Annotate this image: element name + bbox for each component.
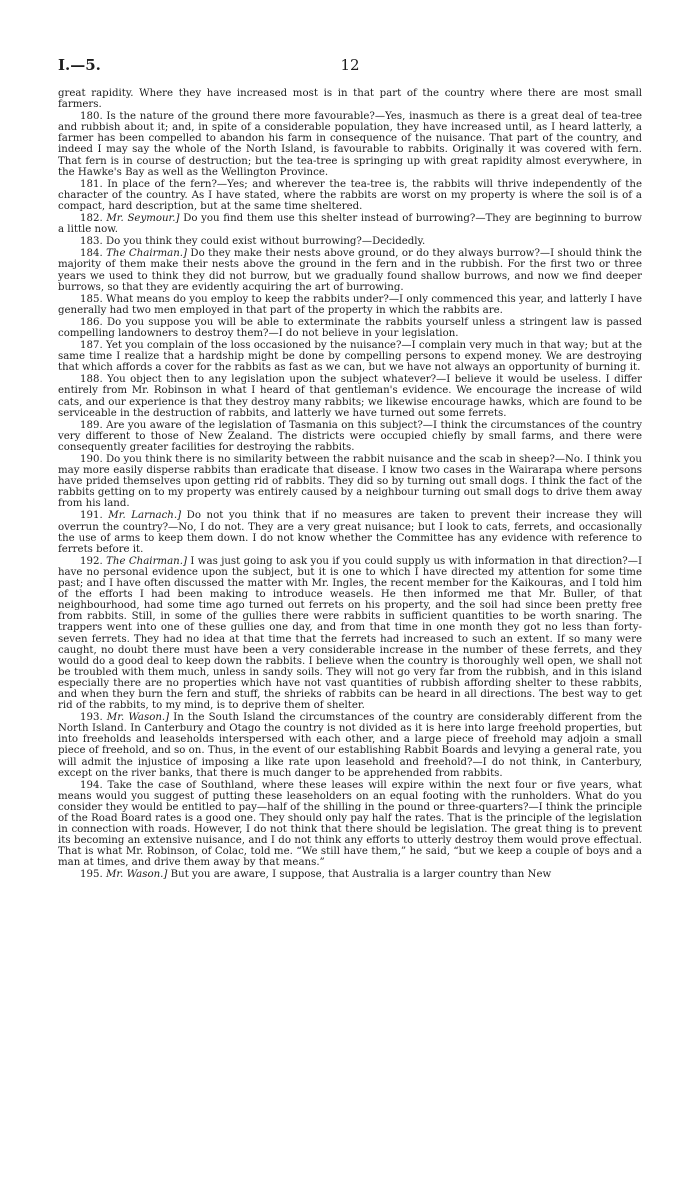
paragraph-text: Are you aware of the legislation of Tasmania on this subject?—I think the circumstances of the country very different to those of New Zealand. The districts were occupied chiefly by small farms, and there were consequently greater facilities for destroying the rabbits. bbox=[58, 419, 642, 453]
speaker-name: Mr. Seymour.] bbox=[106, 213, 180, 225]
paragraph-text: But you are aware, I suppose, that Australia is a larger country than New bbox=[170, 869, 552, 881]
question-number: 194. bbox=[80, 779, 103, 791]
paragraph-text: Is the nature of the ground there more favourable?—Yes, inasmuch as there is a great deal of tea-tree and rubbish about it; and, in spite of a considerable population, they have increased until, as I heard latterly, a farmer has been compelled to abandon his farm in consequence of the nuisance. That part of the country, and indeed I may say the whole of the North Island, is favourable to rabbits. Originally it was covered with fern. That fern is in course of destruction; but the tea-tree is springing up with great rapidity almost everywhere, in the Hawke's Bay as well as the Wellington Province. bbox=[58, 111, 642, 178]
speaker-name: The Chairman.] bbox=[106, 555, 187, 567]
paragraph-text: Do not you think that if no measures are taken to prevent their increase they will overrun the country?—No, I do not. They are a very great nuisance; but I look to cats, ferrets, and occasionally the use of arms to keep them down. I do not know whether the Committee has any evidence with reference to ferrets before it. bbox=[58, 510, 643, 555]
paragraph-text: I was just going to ask you if you could supply us with information in that direction?—I have no personal evidence upon the subject, but it is one to which I have directed my attention for some time past; and I have often discussed the matter with Mr. Ingles, the recent member for the Kaikouras, and I told him of the efforts I had been making to introduce weasels. He then informed me that Mr. Buller, of that neighbourhood, had some time ago turned out ferrets on his property, and the soil had since been pretty free from rabbits. Still, in some of the gullies there were rabbits in sufficient quantities to be worth snaring. The trappers went into one of these gullies one day, and from that time in one month they got no less than forty-seven ferrets. They had no idea at that time that the ferrets had increased to such an extent. If so many were caught, no doubt there must have been a very considerable increase in the number of these ferrets, and they would do a good deal to keep down the rabbits. I believe when the country is thoroughly well open, we shall not be troubled with them much, unless in sandy soils. They will not go very far from the rubbish, and in this island especially there are no properties which have not vast quantities of rubbish affording shelter to these rabbits, and when they burn the fern and stuff, the shrieks of rabbits can be heard in all directions. The best way to get rid of the rabbits, to my mind, is to deprive them of shelter. bbox=[58, 555, 642, 712]
paragraph-text: Take the case of Southland, where these leases will expire within the next four or five years, what means would you suggest of putting these leaseholders on an equal footing with the runholders. What do you consider they would be entitled to pay—half of the shilling in the pound or three-quarters?—I think the principle of the Road Board rates is a good one. They should only pay half the rates. That is the principle of the legislation in connection with roads. However, I do not think that there should be legislation. The great thing is to prevent its becoming an extensive nuisance, and I do not think any efforts to utterly destroy them would prove effectual. That is what Mr. Robinson, of Colac, told me. “We still have them,” he said, “but we keep a couple of boys and a man at times, and drive them away by that means.” bbox=[58, 779, 642, 869]
question-number: 185. bbox=[80, 293, 103, 305]
paragraph bbox=[58, 556, 642, 711]
speaker-name: Mr. Wason.] bbox=[106, 712, 170, 724]
paragraph bbox=[58, 374, 642, 418]
question-number: 183. bbox=[80, 236, 103, 248]
page-number: 12 bbox=[340, 56, 360, 74]
paragraph bbox=[58, 88, 642, 110]
question-number: 180. bbox=[80, 111, 103, 123]
paragraph bbox=[58, 420, 642, 453]
paper-reference: I.—5. bbox=[58, 56, 101, 74]
paragraph bbox=[58, 294, 642, 316]
question-number: 184. bbox=[80, 248, 103, 260]
paragraph-text: Do you find them use this shelter instead of burrowing?—They are beginning to burrow a little now. bbox=[58, 213, 642, 236]
question-number: 181. bbox=[80, 178, 103, 190]
question-number: 182. bbox=[80, 213, 103, 225]
paragraph bbox=[58, 317, 642, 339]
document-page bbox=[58, 56, 642, 1166]
paragraph bbox=[58, 510, 642, 554]
paragraph-text: Do they make their nests above ground, or do they always burrow?—I should think the majority of them make their nests above the ground in the fern and in the rubbish. For the first two or three years we used to think they did not burrow, but we gradually found shallow burrows, and now we find deeper burrows, so that they are evidently acquiring the art of burrowing. bbox=[58, 248, 642, 293]
paragraph-text: In the South Island the circumstances of the country are considerably different from the North Island. In Canterbury and Otago the country is not divided as it is here into large freehold properties, but into freeholds and leaseholds interspersed with each other, and a large piece of freehold may adjoin a small piece of freehold, and so on. Thus, in the event of our establishing Rabbit Boards and levying a general rate, you will admit the injustice of imposing a like rate upon leasehold and freehold?—I do not think, in Canterbury, except on the river banks, that there is much danger to be apprehended from rabbits. bbox=[58, 712, 642, 779]
document-body bbox=[58, 88, 642, 881]
question-number: 192. bbox=[80, 555, 103, 567]
question-number: 189. bbox=[80, 419, 103, 431]
paragraph-text: great rapidity. Where they have increased most is in that part of the country where there are most small farmers. bbox=[58, 88, 642, 111]
paragraph bbox=[58, 111, 642, 178]
speaker-name: Mr. Larnach.] bbox=[108, 510, 182, 522]
question-number: 191. bbox=[80, 510, 103, 522]
question-number: 193. bbox=[80, 712, 103, 724]
paragraph bbox=[58, 179, 642, 212]
paragraph-text: Yet you complain of the loss occasioned by the nuisance?—I complain very much in that way; but at the same time I realize that a hardship might be done by compelling persons to expend money. We are destroying that which affords a cover for the rabbits as fast as we can, but we have not always an opportunity of burning it. bbox=[58, 340, 642, 374]
paragraph-text: You object then to any legislation upon the subject whatever?—I believe it would be useless. I differ entirely from Mr. Robinson in what I heard of that gentleman's evidence. We encourage the increase of wild cats, and our experience is that they destroy many rabbits; we likewise encourage hawks, which are found to be serviceable in the destruction of rabbits, and latterly we have turned out some ferrets. bbox=[58, 374, 642, 419]
paragraph bbox=[58, 236, 642, 247]
question-number: 188. bbox=[80, 374, 103, 386]
question-number: 195. bbox=[80, 869, 103, 881]
question-number: 190. bbox=[80, 454, 103, 465]
speaker-name: Mr. Wason.] bbox=[105, 869, 168, 881]
speaker-name: The Chairman.] bbox=[106, 248, 187, 260]
paragraph bbox=[58, 213, 642, 235]
question-number: 187. bbox=[80, 340, 103, 352]
paragraph bbox=[58, 340, 642, 373]
paragraph-text: What means do you employ to keep the rabbits under?—I only commenced this year, and latterly I have generally had two men employed in that part of the property in which the rabbits are. bbox=[58, 293, 642, 316]
paragraph bbox=[58, 712, 642, 779]
page-header bbox=[58, 56, 642, 78]
paragraph bbox=[58, 454, 642, 509]
question-number: 186. bbox=[80, 316, 103, 328]
paragraph-text: Do you think there is no similarity between the rabbit nuisance and the scab in sheep?—No. I think you may more easily disperse rabbits than eradicate that disease. I know two cases in the Wairarapa where persons have prided themselves upon getting rid of rabbits. They did so by turning out small dogs. I think the fact of the rabbits getting on to my property was entirely caused by a neighbour turning out small dogs to drive them away from his land. bbox=[58, 454, 642, 510]
paragraph-text: Do you suppose you will be able to exterminate the rabbits yourself unless a stringent law is passed compelling landowners to destroy them?—I do not believe in your legislation. bbox=[58, 316, 642, 339]
paragraph bbox=[58, 248, 642, 292]
paragraph-text: In place of the fern?—Yes; and wherever the tea-tree is, the rabbits will thrive independently of the character of the country. As I have stated, where the rabbits are worst on my property is where the soil is of a compact, hard description, but at the same time sheltered. bbox=[58, 178, 642, 212]
paragraph bbox=[58, 869, 642, 880]
paragraph bbox=[58, 780, 642, 869]
paragraph-text: Do you think they could exist without burrowing?—Decidedly. bbox=[105, 236, 426, 248]
